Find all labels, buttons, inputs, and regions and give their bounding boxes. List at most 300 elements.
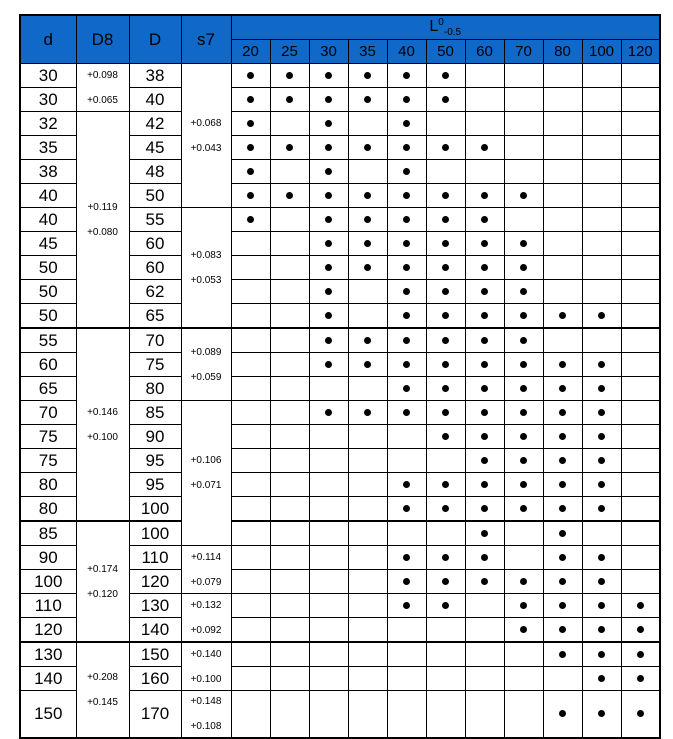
dot-marker bbox=[442, 264, 449, 271]
cell-l-50 bbox=[426, 473, 465, 497]
cell-l-50 bbox=[426, 64, 465, 88]
cell-s7-tolerance-lower: +0.100 bbox=[190, 673, 222, 685]
dot-marker bbox=[559, 710, 566, 717]
cell-l-80 bbox=[543, 353, 582, 377]
cell-d8-tolerance-values bbox=[77, 64, 129, 111]
tolerance-table bbox=[19, 14, 661, 739]
cell-l-35 bbox=[348, 256, 387, 280]
cell-l-120 bbox=[621, 497, 660, 522]
cell-l-20 bbox=[231, 618, 270, 643]
cell-l-20 bbox=[231, 594, 270, 618]
dot-marker bbox=[325, 120, 332, 127]
cell-l-25 bbox=[270, 521, 309, 546]
cell-l-25 bbox=[270, 88, 309, 112]
cell-l-60 bbox=[465, 136, 504, 160]
cell-l-70 bbox=[504, 280, 543, 304]
table-header bbox=[20, 15, 660, 64]
cell-s7-tolerance-values bbox=[182, 691, 231, 737]
dot-marker bbox=[442, 96, 449, 103]
dot-marker bbox=[637, 651, 644, 658]
dot-marker bbox=[442, 433, 449, 440]
cell-l-80 bbox=[543, 594, 582, 618]
cell-l-80 bbox=[543, 112, 582, 136]
dot-marker bbox=[481, 361, 488, 368]
dot-marker bbox=[325, 361, 332, 368]
dot-marker bbox=[364, 216, 371, 223]
cell-l-40 bbox=[387, 208, 426, 232]
cell-s7-tolerance-upper: +0.068 bbox=[190, 117, 222, 129]
cell-s7-tolerance-values bbox=[182, 208, 231, 327]
dot-marker bbox=[598, 578, 605, 585]
dot-marker bbox=[325, 192, 332, 199]
cell-l-20 bbox=[231, 112, 270, 136]
cell-l-70 bbox=[504, 521, 543, 546]
dot-marker bbox=[598, 457, 605, 464]
cell-s7-tolerance bbox=[181, 642, 231, 691]
cell-l-80 bbox=[543, 667, 582, 691]
dot-marker bbox=[403, 409, 410, 416]
cell-d: 80 bbox=[20, 473, 76, 497]
cell-d: 35 bbox=[20, 136, 76, 160]
cell-l-60 bbox=[465, 353, 504, 377]
dot-marker bbox=[247, 216, 254, 223]
cell-l-25 bbox=[270, 112, 309, 136]
cell-l-120 bbox=[621, 642, 660, 667]
cell-l-100 bbox=[582, 618, 621, 643]
cell-D: 62 bbox=[129, 280, 181, 304]
dot-marker bbox=[520, 481, 527, 488]
dot-marker bbox=[325, 288, 332, 295]
cell-d: 85 bbox=[20, 521, 76, 546]
cell-s7-tolerance bbox=[181, 328, 231, 401]
cell-l-50 bbox=[426, 160, 465, 184]
dot-marker bbox=[559, 505, 566, 512]
dot-marker bbox=[442, 602, 449, 609]
cell-l-30 bbox=[309, 473, 348, 497]
cell-d: 70 bbox=[20, 401, 76, 425]
cell-d8-tolerance-values bbox=[77, 643, 129, 737]
dot-marker bbox=[598, 626, 605, 633]
cell-l-80 bbox=[543, 136, 582, 160]
dot-marker bbox=[481, 578, 488, 585]
cell-s7-tolerance bbox=[181, 401, 231, 546]
cell-l-20 bbox=[231, 184, 270, 208]
dot-marker bbox=[520, 337, 527, 344]
dot-marker bbox=[364, 264, 371, 271]
cell-d8-tolerance-upper: +0.208 bbox=[87, 672, 118, 683]
cell-l-80 bbox=[543, 256, 582, 280]
header-D: D bbox=[129, 15, 181, 64]
cell-l-50 bbox=[426, 618, 465, 643]
cell-l-50 bbox=[426, 497, 465, 522]
dot-marker bbox=[520, 288, 527, 295]
cell-l-25 bbox=[270, 691, 309, 739]
cell-l-120 bbox=[621, 64, 660, 88]
cell-l-80 bbox=[543, 425, 582, 449]
cell-l-35 bbox=[348, 594, 387, 618]
cell-l-60 bbox=[465, 521, 504, 546]
header-row-main bbox=[20, 15, 660, 40]
cell-l-40 bbox=[387, 160, 426, 184]
cell-l-50 bbox=[426, 691, 465, 739]
cell-l-100 bbox=[582, 497, 621, 522]
cell-l-120 bbox=[621, 256, 660, 280]
cell-l-50 bbox=[426, 377, 465, 401]
table-row bbox=[20, 521, 660, 546]
dot-marker bbox=[559, 457, 566, 464]
cell-l-70 bbox=[504, 546, 543, 570]
cell-l-35 bbox=[348, 691, 387, 739]
cell-l-80 bbox=[543, 570, 582, 594]
dot-marker bbox=[403, 312, 410, 319]
cell-s7-tolerance-upper: +0.083 bbox=[190, 249, 222, 261]
dot-marker bbox=[403, 602, 410, 609]
header-l-25: 25 bbox=[270, 40, 309, 64]
dot-marker bbox=[520, 505, 527, 512]
cell-l-40 bbox=[387, 328, 426, 353]
cell-l-30 bbox=[309, 642, 348, 667]
cell-l-20 bbox=[231, 208, 270, 232]
cell-l-30 bbox=[309, 184, 348, 208]
cell-l-70 bbox=[504, 184, 543, 208]
cell-l-120 bbox=[621, 160, 660, 184]
dot-marker bbox=[637, 626, 644, 633]
cell-l-40 bbox=[387, 377, 426, 401]
dot-marker bbox=[559, 433, 566, 440]
cell-l-120 bbox=[621, 691, 660, 739]
cell-l-35 bbox=[348, 232, 387, 256]
cell-l-100 bbox=[582, 521, 621, 546]
cell-l-60 bbox=[465, 377, 504, 401]
dot-marker bbox=[598, 675, 605, 682]
cell-s7-tolerance-upper: +0.106 bbox=[190, 455, 222, 466]
header-L-superscript: 0 bbox=[438, 17, 444, 28]
dot-marker bbox=[403, 505, 410, 512]
dot-marker bbox=[598, 361, 605, 368]
cell-l-40 bbox=[387, 353, 426, 377]
dot-marker bbox=[403, 481, 410, 488]
dot-marker bbox=[481, 554, 488, 561]
cell-s7-tolerance bbox=[181, 546, 231, 594]
cell-l-120 bbox=[621, 136, 660, 160]
cell-l-70 bbox=[504, 594, 543, 618]
dot-marker bbox=[520, 361, 527, 368]
dot-marker bbox=[481, 144, 488, 151]
cell-s7-tolerance-lower: +0.092 bbox=[190, 624, 222, 636]
cell-l-35 bbox=[348, 160, 387, 184]
cell-d: 80 bbox=[20, 497, 76, 522]
cell-l-30 bbox=[309, 64, 348, 88]
dot-marker bbox=[481, 385, 488, 392]
cell-l-20 bbox=[231, 353, 270, 377]
dot-marker bbox=[403, 240, 410, 247]
cell-l-80 bbox=[543, 691, 582, 739]
cell-l-30 bbox=[309, 570, 348, 594]
cell-l-20 bbox=[231, 425, 270, 449]
cell-D: 150 bbox=[129, 642, 181, 667]
cell-l-100 bbox=[582, 594, 621, 618]
cell-l-35 bbox=[348, 570, 387, 594]
dot-marker bbox=[442, 409, 449, 416]
dot-marker bbox=[325, 168, 332, 175]
cell-l-35 bbox=[348, 401, 387, 425]
cell-l-100 bbox=[582, 328, 621, 353]
cell-l-120 bbox=[621, 546, 660, 570]
cell-s7-tolerance-lower: +0.108 bbox=[190, 721, 222, 732]
cell-l-60 bbox=[465, 280, 504, 304]
table-row bbox=[20, 328, 660, 353]
cell-d: 50 bbox=[20, 256, 76, 280]
cell-l-50 bbox=[426, 304, 465, 329]
cell-s7-tolerance bbox=[181, 64, 231, 208]
cell-l-60 bbox=[465, 691, 504, 739]
cell-d8-tolerance-values bbox=[77, 522, 129, 641]
cell-l-70 bbox=[504, 497, 543, 522]
cell-l-70 bbox=[504, 304, 543, 329]
cell-l-60 bbox=[465, 449, 504, 473]
cell-d8-tolerance-lower: +0.065 bbox=[87, 94, 118, 106]
dot-marker bbox=[403, 216, 410, 223]
dot-marker bbox=[481, 481, 488, 488]
dot-marker bbox=[598, 554, 605, 561]
cell-l-40 bbox=[387, 112, 426, 136]
cell-l-80 bbox=[543, 546, 582, 570]
header-L bbox=[231, 15, 660, 40]
cell-l-25 bbox=[270, 449, 309, 473]
cell-l-20 bbox=[231, 401, 270, 425]
cell-D: 100 bbox=[129, 497, 181, 522]
cell-l-30 bbox=[309, 594, 348, 618]
header-l-120: 120 bbox=[621, 40, 660, 64]
dot-marker bbox=[520, 385, 527, 392]
cell-l-80 bbox=[543, 377, 582, 401]
cell-l-100 bbox=[582, 401, 621, 425]
cell-l-120 bbox=[621, 353, 660, 377]
cell-l-70 bbox=[504, 401, 543, 425]
cell-l-100 bbox=[582, 184, 621, 208]
cell-s7-tolerance-upper: +0.114 bbox=[190, 551, 222, 563]
cell-l-25 bbox=[270, 353, 309, 377]
cell-d: 140 bbox=[20, 667, 76, 691]
cell-l-25 bbox=[270, 594, 309, 618]
dot-marker bbox=[520, 312, 527, 319]
cell-l-120 bbox=[621, 232, 660, 256]
dot-marker bbox=[598, 481, 605, 488]
cell-l-50 bbox=[426, 88, 465, 112]
cell-d: 38 bbox=[20, 160, 76, 184]
cell-l-30 bbox=[309, 449, 348, 473]
dot-marker bbox=[559, 409, 566, 416]
header-s7: s7 bbox=[181, 15, 231, 64]
cell-l-120 bbox=[621, 425, 660, 449]
cell-D: 45 bbox=[129, 136, 181, 160]
cell-l-100 bbox=[582, 208, 621, 232]
cell-l-30 bbox=[309, 618, 348, 643]
dot-marker bbox=[598, 651, 605, 658]
cell-l-100 bbox=[582, 256, 621, 280]
dot-marker bbox=[559, 481, 566, 488]
dot-marker bbox=[403, 385, 410, 392]
cell-D: 160 bbox=[129, 667, 181, 691]
cell-l-120 bbox=[621, 618, 660, 643]
cell-s7-tolerance-upper: +0.089 bbox=[190, 346, 222, 358]
cell-l-30 bbox=[309, 112, 348, 136]
cell-l-25 bbox=[270, 136, 309, 160]
cell-l-70 bbox=[504, 642, 543, 667]
cell-l-35 bbox=[348, 280, 387, 304]
header-l-30: 30 bbox=[309, 40, 348, 64]
dot-marker bbox=[325, 337, 332, 344]
dot-marker bbox=[403, 120, 410, 127]
cell-d8-tolerance-values bbox=[77, 112, 129, 327]
dot-marker bbox=[403, 144, 410, 151]
dot-marker bbox=[559, 578, 566, 585]
cell-l-100 bbox=[582, 304, 621, 329]
header-l-60: 60 bbox=[465, 40, 504, 64]
cell-l-30 bbox=[309, 521, 348, 546]
cell-D: 140 bbox=[129, 618, 181, 643]
cell-l-60 bbox=[465, 667, 504, 691]
header-l-80: 80 bbox=[543, 40, 582, 64]
cell-l-50 bbox=[426, 594, 465, 618]
cell-d: 120 bbox=[20, 618, 76, 643]
cell-l-120 bbox=[621, 304, 660, 329]
dot-marker bbox=[442, 361, 449, 368]
cell-l-25 bbox=[270, 232, 309, 256]
cell-l-35 bbox=[348, 353, 387, 377]
header-d: d bbox=[20, 15, 76, 64]
dot-marker bbox=[481, 337, 488, 344]
cell-l-80 bbox=[543, 64, 582, 88]
cell-s7-tolerance-lower: +0.071 bbox=[190, 480, 222, 491]
cell-d8-tolerance bbox=[76, 64, 129, 112]
cell-l-50 bbox=[426, 401, 465, 425]
cell-l-100 bbox=[582, 88, 621, 112]
cell-l-25 bbox=[270, 667, 309, 691]
cell-d: 150 bbox=[20, 691, 76, 739]
cell-l-70 bbox=[504, 208, 543, 232]
header-L-label: L bbox=[429, 18, 439, 35]
cell-d: 75 bbox=[20, 449, 76, 473]
cell-l-35 bbox=[348, 64, 387, 88]
cell-s7-tolerance bbox=[181, 594, 231, 643]
cell-l-25 bbox=[270, 304, 309, 329]
dot-marker bbox=[325, 72, 332, 79]
cell-l-70 bbox=[504, 112, 543, 136]
dot-marker bbox=[520, 433, 527, 440]
dot-marker bbox=[247, 168, 254, 175]
dot-marker bbox=[598, 409, 605, 416]
cell-l-100 bbox=[582, 353, 621, 377]
cell-l-40 bbox=[387, 425, 426, 449]
cell-l-70 bbox=[504, 570, 543, 594]
dot-marker bbox=[520, 602, 527, 609]
cell-D: 95 bbox=[129, 473, 181, 497]
cell-l-70 bbox=[504, 667, 543, 691]
cell-l-100 bbox=[582, 570, 621, 594]
cell-l-35 bbox=[348, 208, 387, 232]
cell-D: 170 bbox=[129, 691, 181, 739]
cell-l-50 bbox=[426, 570, 465, 594]
dot-marker bbox=[559, 530, 566, 537]
cell-D: 70 bbox=[129, 328, 181, 353]
cell-l-30 bbox=[309, 497, 348, 522]
cell-l-35 bbox=[348, 642, 387, 667]
cell-l-80 bbox=[543, 208, 582, 232]
dot-marker bbox=[442, 216, 449, 223]
cell-D: 100 bbox=[129, 521, 181, 546]
cell-l-30 bbox=[309, 280, 348, 304]
dot-marker bbox=[364, 361, 371, 368]
cell-l-80 bbox=[543, 497, 582, 522]
cell-l-100 bbox=[582, 546, 621, 570]
cell-l-80 bbox=[543, 521, 582, 546]
cell-l-30 bbox=[309, 667, 348, 691]
cell-l-50 bbox=[426, 328, 465, 353]
dot-marker bbox=[559, 651, 566, 658]
cell-l-40 bbox=[387, 497, 426, 522]
cell-l-30 bbox=[309, 304, 348, 329]
dot-marker bbox=[637, 710, 644, 717]
dot-marker bbox=[403, 288, 410, 295]
dot-marker bbox=[403, 578, 410, 585]
cell-l-50 bbox=[426, 667, 465, 691]
cell-l-35 bbox=[348, 449, 387, 473]
cell-l-70 bbox=[504, 691, 543, 739]
cell-l-35 bbox=[348, 88, 387, 112]
cell-l-50 bbox=[426, 642, 465, 667]
cell-l-35 bbox=[348, 136, 387, 160]
dot-marker bbox=[520, 264, 527, 271]
dot-marker bbox=[637, 675, 644, 682]
cell-l-35 bbox=[348, 473, 387, 497]
cell-l-80 bbox=[543, 618, 582, 643]
dot-marker bbox=[559, 361, 566, 368]
cell-l-30 bbox=[309, 546, 348, 570]
cell-D: 110 bbox=[129, 546, 181, 570]
cell-l-100 bbox=[582, 449, 621, 473]
dot-marker bbox=[481, 216, 488, 223]
cell-l-20 bbox=[231, 521, 270, 546]
dot-marker bbox=[442, 240, 449, 247]
cell-l-100 bbox=[582, 160, 621, 184]
cell-d8-tolerance-upper: +0.174 bbox=[87, 563, 118, 575]
cell-l-60 bbox=[465, 401, 504, 425]
cell-l-50 bbox=[426, 208, 465, 232]
cell-l-25 bbox=[270, 618, 309, 643]
cell-l-20 bbox=[231, 136, 270, 160]
cell-l-70 bbox=[504, 64, 543, 88]
cell-l-60 bbox=[465, 328, 504, 353]
cell-l-30 bbox=[309, 377, 348, 401]
cell-l-25 bbox=[270, 280, 309, 304]
header-l-35: 35 bbox=[348, 40, 387, 64]
dot-marker bbox=[520, 457, 527, 464]
dot-marker bbox=[247, 72, 254, 79]
cell-d: 30 bbox=[20, 88, 76, 112]
dot-marker bbox=[247, 120, 254, 127]
dot-marker bbox=[481, 264, 488, 271]
dot-marker bbox=[559, 312, 566, 319]
table-row bbox=[20, 642, 660, 667]
dot-marker bbox=[364, 240, 371, 247]
cell-d8-tolerance bbox=[76, 328, 129, 521]
cell-l-20 bbox=[231, 64, 270, 88]
cell-l-40 bbox=[387, 64, 426, 88]
dot-marker bbox=[364, 337, 371, 344]
dot-marker bbox=[364, 72, 371, 79]
cell-d: 55 bbox=[20, 328, 76, 353]
